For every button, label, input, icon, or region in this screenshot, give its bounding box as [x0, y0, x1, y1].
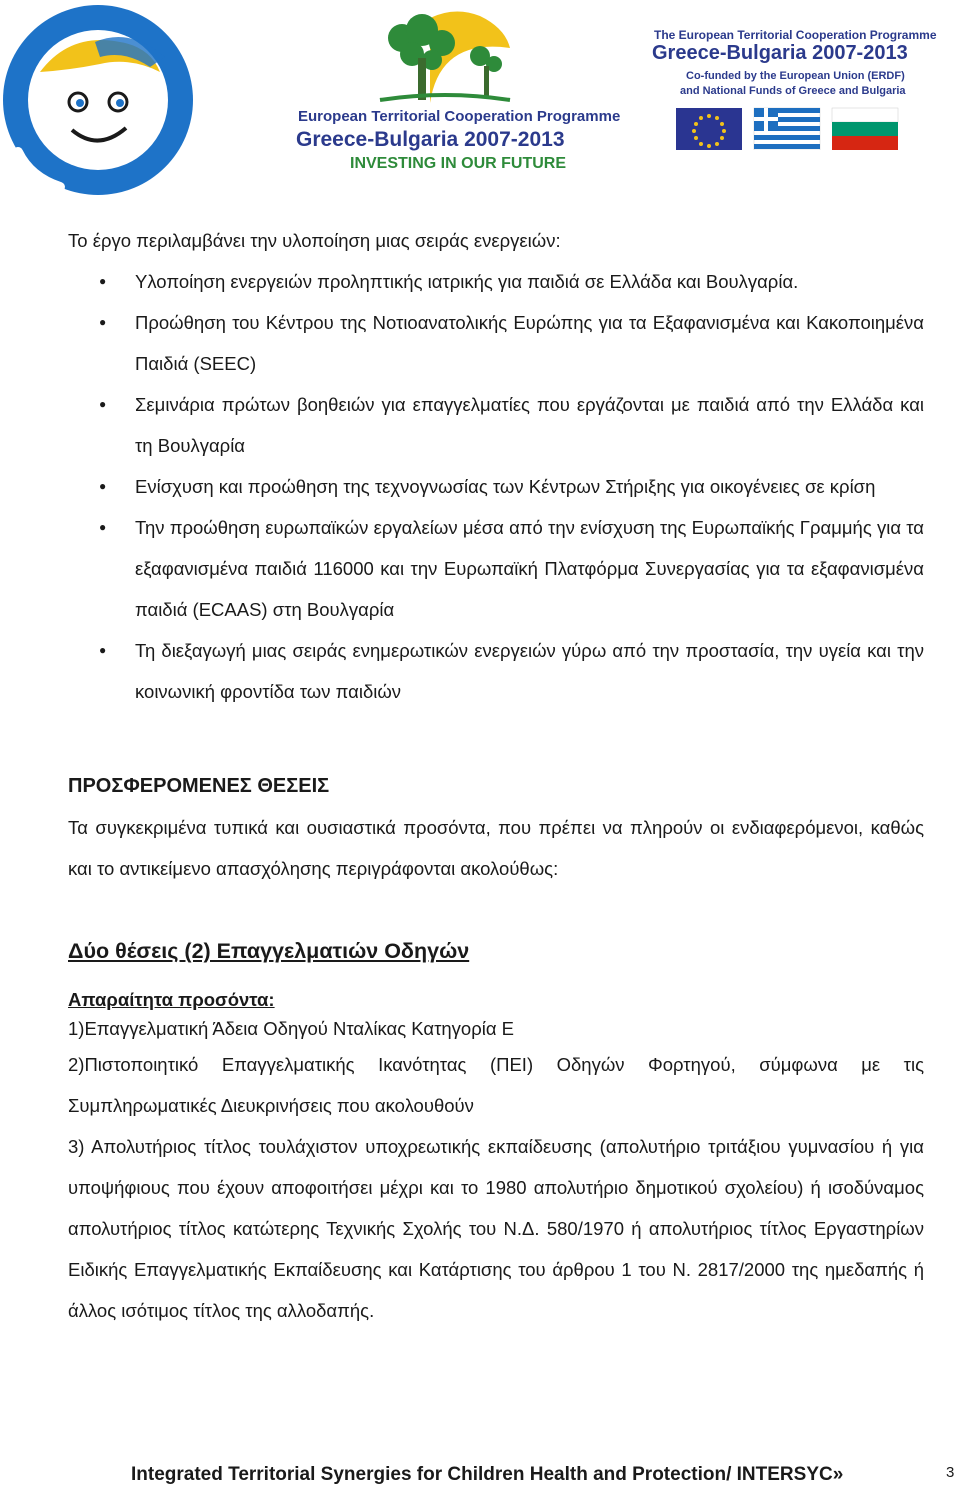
list-item: ● Σεμινάρια πρώτων βοηθειών για επαγγελματίες που εργάζονται με παιδιά από την Ελλάδα και τη Βουλγαρία	[68, 384, 924, 466]
cofunding-funds: and National Funds of Greece and Bulgaria	[680, 85, 906, 97]
smile-of-the-child-logo	[0, 2, 196, 198]
cofunding-logo	[650, 28, 937, 158]
requirement-item: 3) Απολυτήριος τίτλος τουλάχιστον υποχρεωτικής εκπαίδευσης (απολυτήριο τριτάξιου γυμνασίου ή για υποψήφιους που έχουν αποφοιτήσει μέχρι και το 1980 απολυτήριο δημοτικού σχολείου) ή ισοδύναμος απολυτήριος τίτλος κατώτερης Τεχνικής Σχολής του Ν.Δ. 580/1970 ή απολυτήριος τίτλος Εργαστηρίων Ειδικής Επαγγελματικής Εκπαίδευσης και Κατάρτισης του άρθρου 1 του Ν. 2817/2000 της ημεδαπής ή άλλος ισότιμος τίτλος της αλλοδαπής.	[68, 1136, 924, 1321]
programme-slogan: INVESTING IN OUR FUTURE	[350, 155, 567, 172]
left-logo-text	[40, 175, 41, 176]
cofunding-title: The European Territorial Cooperation Programme	[654, 28, 937, 42]
cofunding-programme: Greece-Bulgaria 2007-2013	[652, 42, 908, 64]
list-item: ● Ενίσχυση και προώθηση της τεχνογνωσίας των Κέντρων Στήριξης για οικογένειες σε κρίση	[68, 466, 924, 507]
document-body	[68, 220, 924, 1331]
list-item: ● Υλοποίηση ενεργειών προληπτικής ιατρικής για παιδιά σε Ελλάδα και Βουλγαρία.	[68, 261, 924, 302]
footer-text: Integrated Territorial Synergies for Children Health and Protection/ INTERSYC»	[131, 1464, 844, 1485]
page-header	[0, 0, 960, 200]
eu-flag-icon	[676, 108, 742, 150]
page-number: 3	[946, 1464, 955, 1481]
offers-heading: ΠΡΟΣΦΕΡΟΜΕΝΕΣ ΘΕΣΕΙΣ	[68, 775, 330, 797]
page-footer	[0, 1460, 960, 1490]
list-item: ● Τη διεξαγωγή μιας σειράς ενημερωτικών ενεργειών γύρω από την προστασία, την υγεία και την κοινωνική φροντίδα των παιδιών	[68, 630, 924, 712]
activities-list	[68, 261, 924, 712]
positions-heading: Δύο θέσεις (2) Επαγγελματιών Οδηγών	[68, 939, 470, 963]
offers-text: Τα συγκεκριμένα τυπικά και ουσιαστικά προσόντα, που πρέπει να πληρούν οι ενδιαφερόμενοι, καθώς και το αντικείμενο απασχόλησης περιγράφονται ακολούθως:	[68, 817, 924, 879]
cofunding-line: Co-funded by the European Union (ERDF)	[686, 70, 905, 82]
programme-name: Greece-Bulgaria 2007-2013	[296, 128, 565, 151]
flags	[676, 106, 928, 150]
requirements-heading: Απαραίτητα προσόντα:	[68, 989, 275, 1010]
requirement-item: 1)Επαγγελματική Άδεια Οδηγού Νταλίκας Κατηγορία Ε	[68, 1018, 515, 1039]
greece-flag-icon	[754, 108, 820, 150]
programme-title: European Territorial Cooperation Programme	[298, 108, 621, 125]
bulgaria-flag-icon	[832, 108, 898, 150]
requirement-item: 2)Πιστοποιητικό Επαγγελματικής Ικανότητας (ΠΕΙ) Οδηγών Φορτηγού, σύμφωνα με τις Συμπληρωματικές Διευκρινήσεις που ακολουθούν	[68, 1054, 924, 1116]
programme-logo	[290, 8, 621, 188]
list-item: ● Την προώθηση ευρωπαϊκών εργαλείων μέσα από την ενίσχυση της Ευρωπαϊκής Γραμμής για τα εξαφανισμένα παιδιά 116000 και την Ευρωπαϊκή Πλατφόρμα Συνεργασίας για τα εξαφανισμένα παιδιά (ECAAS) στη Βουλγαρία	[68, 507, 924, 630]
tree-emblem	[370, 8, 520, 108]
intro-text: Το έργο περιλαμβάνει την υλοποίηση μιας σειράς ενεργειών:	[68, 230, 561, 251]
list-item: ● Προώθηση του Κέντρου της Νοτιοανατολικής Ευρώπης για τα Εξαφανισμένα και Κακοποιημένα Παιδιά (SEEC)	[68, 302, 924, 384]
